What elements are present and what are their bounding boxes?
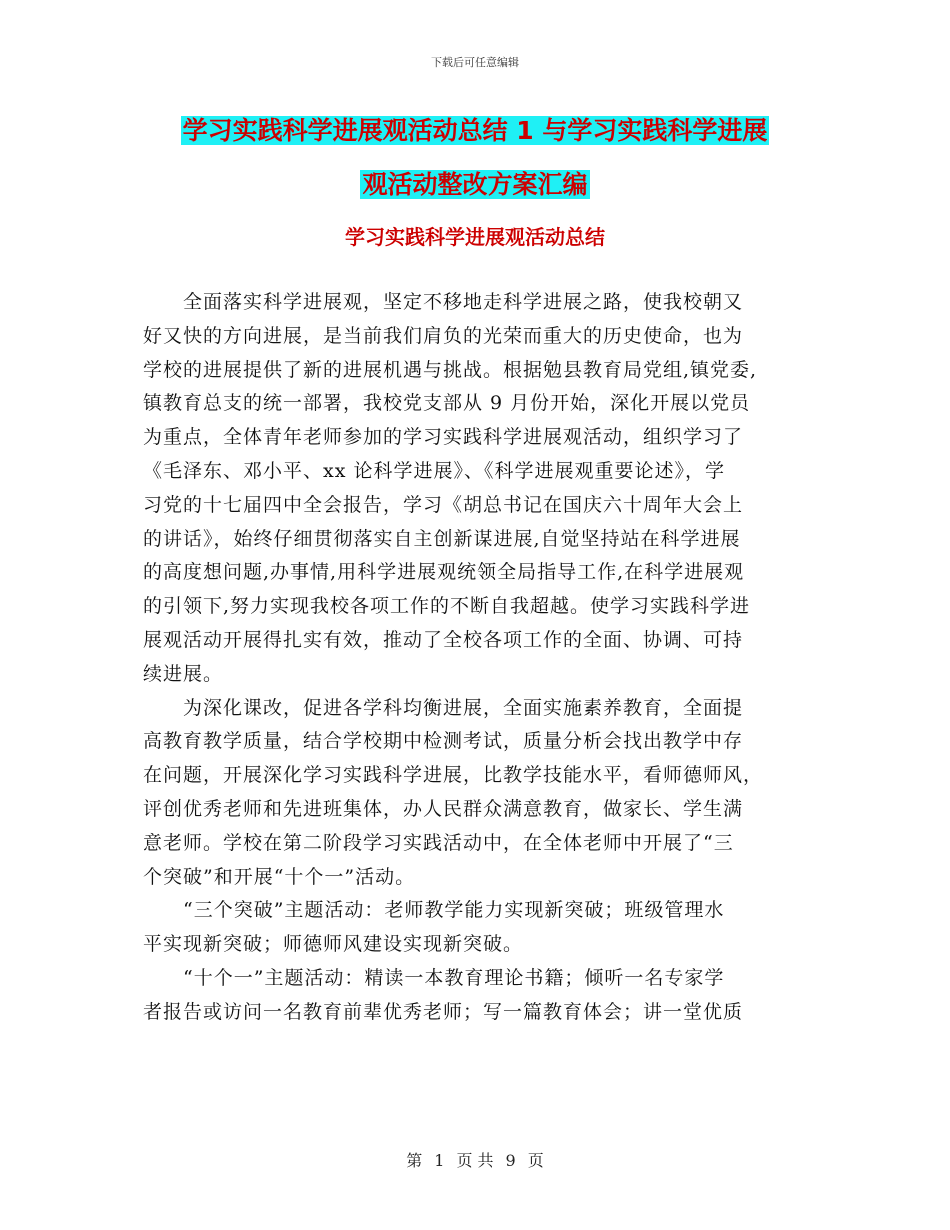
body-line: 好又快的方向进展，是当前我们肩负的光荣而重大的历史使命，也为	[143, 324, 744, 347]
section-title: 学习实践科学进展观活动总结	[345, 225, 605, 249]
body-line: 评创优秀老师和先进班集体，办人民群众满意教育，做家长、学生满	[143, 797, 744, 820]
footer-prefix: 第	[406, 1151, 423, 1170]
footer-total-pages: 9	[505, 1151, 516, 1170]
body-line: 在问题，开展深化学习实践科学进展，比教学技能水平，看师德师风，	[143, 764, 764, 787]
body-line: 的高度想问题,办事情,用科学进展观统领全局指导工作,在科学进展观	[143, 561, 745, 584]
body-line: “十个一”主题活动：精读一本教育理论书籍；倾听一名专家学	[183, 966, 725, 989]
body-line: 高教育教学质量，结合学校期中检测考试，质量分析会找出教学中存	[143, 730, 744, 753]
page-footer	[0, 1148, 950, 1171]
body-line: 《毛泽东、邓小平、xx 论科学进展》、《科学进展观重要论述》，学	[143, 459, 725, 482]
document-title	[0, 104, 950, 212]
body-text	[143, 286, 813, 1030]
body-line: “三个突破”主题活动：老师教学能力实现新突破；班级管理水	[183, 899, 725, 922]
body-line: 意老师。学校在第二阶段学习实践活动中，在全体老师中开展了“三	[143, 831, 734, 854]
body-line: 为深化课改，促进各学科均衡进展，全面实施素养教育，全面提	[183, 696, 744, 719]
body-line: 全面落实科学进展观，坚定不移地走科学进展之路，使我校朝又	[183, 291, 744, 313]
body-line: 的讲话》，始终仔细贯彻落实自主创新谋进展,自觉坚持站在科学进展	[143, 527, 741, 550]
title-line-2: 观活动整改方案汇编	[362, 170, 588, 199]
body-line: 平实现新突破；师德师风建设实现新突破。	[143, 933, 524, 956]
body-line: 学校的进展提供了新的进展机遇与挑战。根据勉县教育局党组,镇党委,	[143, 358, 758, 381]
body-line: 镇教育总支的统一部署，我校党支部从 9 月份开始，深化开展以党员	[143, 392, 751, 415]
body-line: 展观活动开展得扎实有效，推动了全校各项工作的全面、协调、可持	[143, 628, 744, 651]
footer-middle: 页 共	[456, 1151, 494, 1170]
body-line: 为重点，全体青年老师参加的学习实践科学进展观活动，组织学习了	[143, 426, 744, 449]
footer-page-number: 1	[434, 1151, 445, 1170]
body-line: 个突破”和开展“十个一”活动。	[143, 865, 416, 888]
body-line: 习党的十七届四中全会报告，学习《胡总书记在国庆六十周年大会上	[143, 493, 744, 516]
body-line: 者报告或访问一名教育前辈优秀老师；写一篇教育体会；讲一堂优质	[143, 1000, 744, 1023]
footer-suffix: 页	[527, 1151, 544, 1170]
body-line: 续进展。	[143, 662, 224, 685]
header-note: 下载后可任意编辑	[431, 56, 519, 69]
title-line-1: 学习实践科学进展观活动总结 1 与学习实践科学进展	[182, 116, 768, 145]
body-line: 的引领下,努力实现我校各项工作的不断自我超越。使学习实践科学进	[143, 595, 751, 618]
